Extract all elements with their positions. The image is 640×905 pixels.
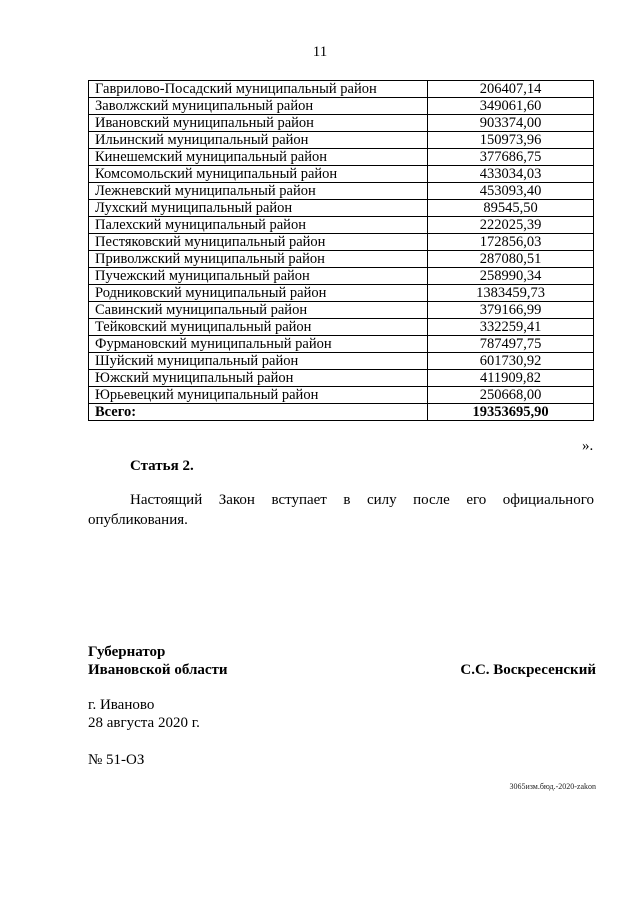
article-paragraph [88, 490, 594, 530]
table-row [89, 98, 594, 115]
paragraph-line-2: опубликования. [88, 512, 188, 528]
district-value: 787497,75 [428, 336, 594, 353]
table-row [89, 268, 594, 285]
table-row [89, 149, 594, 166]
paragraph-line-1: Настоящий Закон вступает в силу после его официального [130, 492, 594, 508]
page-number: 11 [312, 44, 328, 60]
table-row [89, 319, 594, 336]
table-row [89, 166, 594, 183]
district-value: 250668,00 [428, 387, 594, 404]
table-row [89, 217, 594, 234]
table-row [89, 183, 594, 200]
district-name: Савинский муниципальный район [89, 302, 428, 319]
district-value: 332259,41 [428, 319, 594, 336]
district-name: Кинешемский муниципальный район [89, 149, 428, 166]
table-row [89, 132, 594, 149]
district-value: 453093,40 [428, 183, 594, 200]
district-name: Тейковский муниципальный район [89, 319, 428, 336]
district-value: 349061,60 [428, 98, 594, 115]
district-value: 206407,14 [428, 81, 594, 98]
district-name: Родниковский муниципальный район [89, 285, 428, 302]
district-name: Юрьевецкий муниципальный район [89, 387, 428, 404]
governor-title-line-2: Ивановской области [88, 662, 228, 678]
district-value: 601730,92 [428, 353, 594, 370]
table-row [89, 200, 594, 217]
district-value: 222025,39 [428, 217, 594, 234]
file-reference: 3065изм.бюд.-2020-zakon [509, 782, 596, 791]
governor-title-line-1: Губернатор [88, 644, 166, 660]
total-value: 19353695,90 [428, 404, 594, 421]
district-value: 172856,03 [428, 234, 594, 251]
district-name: Южский муниципальный район [89, 370, 428, 387]
table-row [89, 302, 594, 319]
table-row [89, 234, 594, 251]
total-label: Всего: [89, 404, 428, 421]
table-row [89, 336, 594, 353]
city: г. Иваново [88, 697, 155, 713]
district-name: Приволжский муниципальный район [89, 251, 428, 268]
district-value: 89545,50 [428, 200, 594, 217]
district-value: 379166,99 [428, 302, 594, 319]
table-row [89, 370, 594, 387]
closing-quote: ». [582, 438, 594, 454]
district-name: Шуйский муниципальный район [89, 353, 428, 370]
district-name: Ильинский муниципальный район [89, 132, 428, 149]
district-name: Гаврилово-Посадский муниципальный район [89, 81, 428, 98]
district-value: 903374,00 [428, 115, 594, 132]
district-name: Заволжский муниципальный район [89, 98, 428, 115]
table-row [89, 115, 594, 132]
district-value: 150973,96 [428, 132, 594, 149]
district-name: Лежневский муниципальный район [89, 183, 428, 200]
district-name: Ивановский муниципальный район [89, 115, 428, 132]
table-total-row [89, 404, 594, 421]
district-value: 1383459,73 [428, 285, 594, 302]
signing-date: 28 августа 2020 г. [88, 715, 200, 731]
table-row [89, 387, 594, 404]
table-row [89, 81, 594, 98]
table-row [89, 251, 594, 268]
district-value: 258990,34 [428, 268, 594, 285]
district-name: Фурмановский муниципальный район [89, 336, 428, 353]
document-number: № 51-ОЗ [88, 752, 145, 768]
district-value: 433034,03 [428, 166, 594, 183]
district-name: Пестяковский муниципальный район [89, 234, 428, 251]
district-name: Палехский муниципальный район [89, 217, 428, 234]
article-heading: Статья 2. [130, 458, 194, 474]
table-row [89, 353, 594, 370]
district-value: 411909,82 [428, 370, 594, 387]
table-row [89, 285, 594, 302]
district-value: 377686,75 [428, 149, 594, 166]
district-name: Лухский муниципальный район [89, 200, 428, 217]
signer-name: С.С. Воскресенский [460, 662, 596, 678]
districts-table [88, 80, 594, 421]
district-value: 287080,51 [428, 251, 594, 268]
district-name: Комсомольский муниципальный район [89, 166, 428, 183]
district-name: Пучежский муниципальный район [89, 268, 428, 285]
